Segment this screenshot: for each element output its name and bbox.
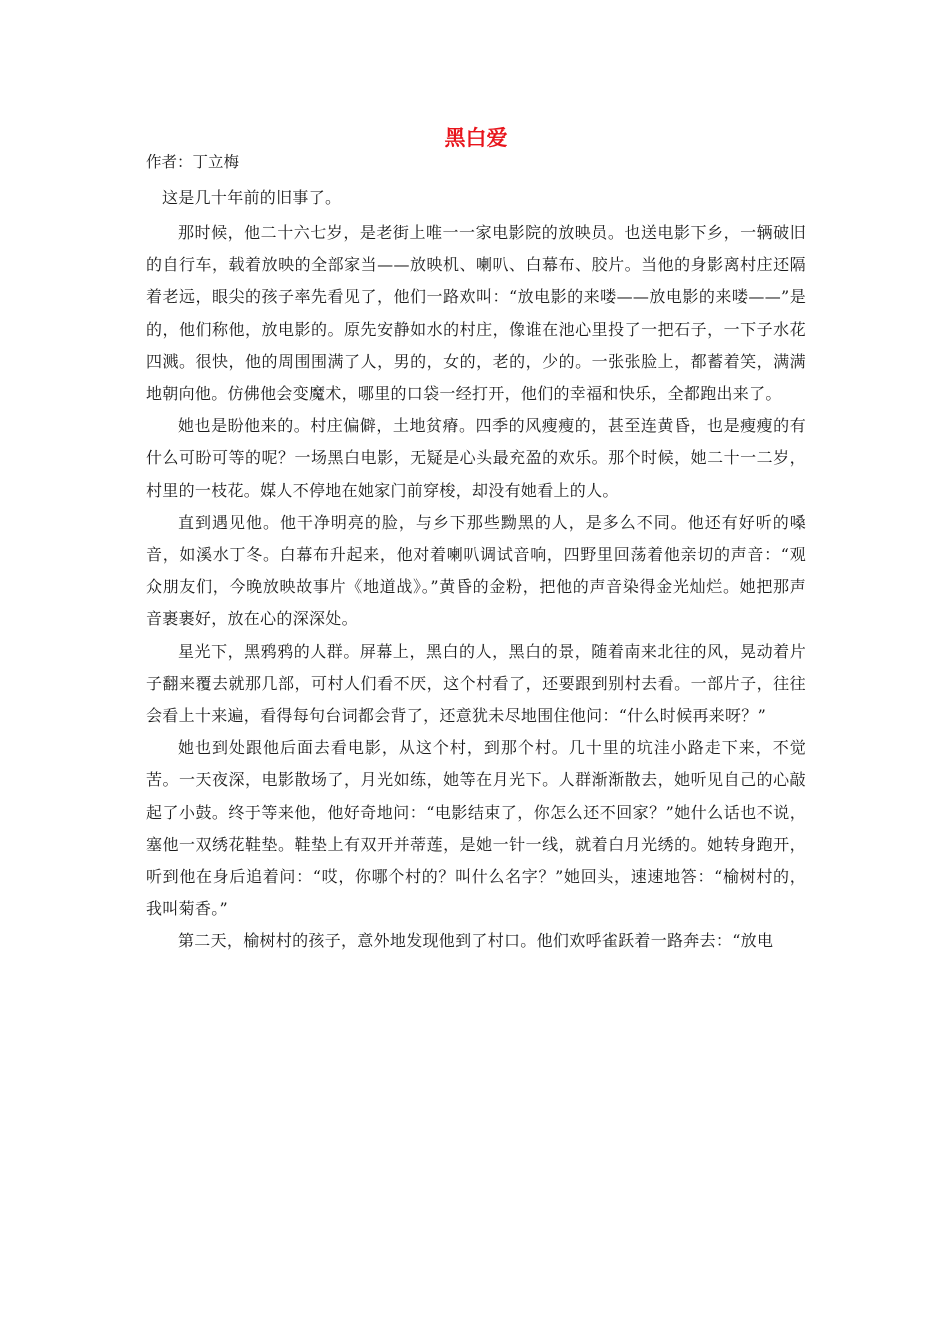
paragraph: 那时候，他二十六七岁，是老街上唯一一家电影院的放映员。也送电影下乡，一辆破旧的自行车，载着放映的全部家当——放映机、喇叭、白幕布、胶片。当他的身影离村庄还隔着老远，眼尖的孩子率先看见了，他们一路欢叫：“放电影的来喽——放电影的来喽——”是的，他们称他，放电影的。原先安静如水的村庄，像谁在池心里投了一把石子，一下子水花四溅。很快，他的周围围满了人，男的，女的，老的，少的。一张张脸上，都蓄着笑，满满地朝向他。仿佛他会变魔术，哪里的口袋一经打开，他们的幸福和快乐，全都跑出来了。 [146,223,806,404]
paragraph: 她也到处跟他后面去看电影，从这个村，到那个村。几十里的坑洼小路走下来，不觉苦。一天夜深，电影散场了，月光如练，她等在月光下。人群渐渐散去，她听见自己的心敲起了小鼓。终于等来他，他好奇地问：“电影结束了，你怎么还不回家？”她什么话也不说，塞他一双绣花鞋垫。鞋垫上有双开并蒂莲，是她一针一线，就着白月光绣的。她转身跑开，听到他在身后追着问：“哎，你哪个村的？叫什么名字？”她回头，速速地答：“榆树村的，我叫菊香。” [146,738,806,919]
document-title: 黑白爱 [444,126,508,150]
paragraph: 她也是盼他来的。村庄偏僻，土地贫瘠。四季的风瘦瘦的，甚至连黄昏，也是瘦瘦的有什么可盼可等的呢？一场黑白电影，无疑是心头最充盈的欢乐。那个时候，她二十一二岁，村里的一枝花。媒人不停地在她家门前穿梭，却没有她看上的人。 [146,416,806,500]
paragraph: 这是几十年前的旧事了。 [162,188,342,207]
paragraph: 第二天，榆树村的孩子，意外地发现他到了村口。他们欢呼雀跃着一路奔去：“放电 [178,931,774,951]
document-body [146,183,806,958]
paragraph: 直到遇见他。他干净明亮的脸，与乡下那些黝黑的人，是多么不同。他还有好听的嗓音，如溪水丁冬。白幕布升起来，他对着喇叭调试音响，四野里回荡着他亲切的声音：“观众朋友们，今晚放映故事片《地道战》。”黄昏的金粉，把他的声音染得金光灿烂。她把那声音裹裹好，放在心的深深处。 [146,512,806,629]
paragraph: 星光下，黑鸦鸦的人群。屏幕上，黑白的人，黑白的景，随着南来北往的风，晃动着片子翻来覆去就那几部，可村人们看不厌，这个村看了，还要跟到别村去看。一部片子，往往会看上十来遍，看得每句台词都会背了，还意犹未尽地围住他问：“什么时候再来呀？” [146,641,806,726]
author-line: 作者：丁立梅 [146,153,240,171]
